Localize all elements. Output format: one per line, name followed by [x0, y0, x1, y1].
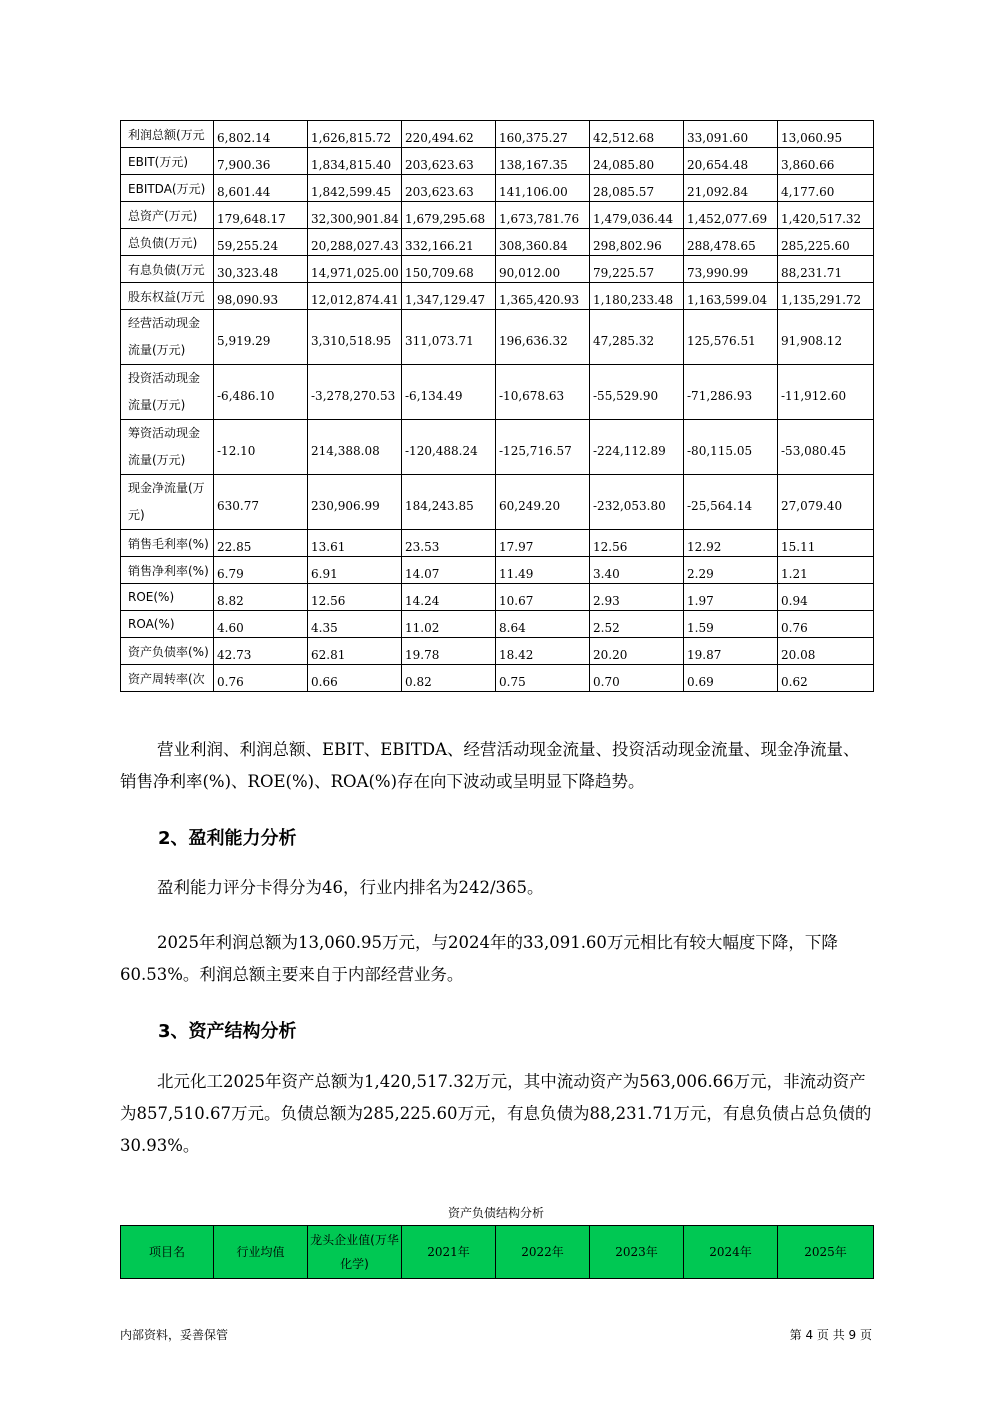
- table-row: [121, 148, 874, 175]
- value-cell: 90,012.00: [496, 256, 590, 283]
- value-cell: 1,180,233.48: [590, 283, 684, 310]
- row-label: ROE(%): [121, 584, 214, 611]
- value-cell: -53,080.45: [778, 420, 874, 475]
- value-cell: 8.64: [496, 611, 590, 638]
- value-cell: 230,906.99: [308, 475, 402, 530]
- value-cell: 62.81: [308, 638, 402, 665]
- value-cell: -232,053.80: [590, 475, 684, 530]
- value-cell: 12.92: [684, 530, 778, 557]
- row-label: 资产周转率(次: [121, 665, 214, 692]
- value-cell: 15.11: [778, 530, 874, 557]
- value-cell: 1,679,295.68: [402, 202, 496, 229]
- value-cell: 17.97: [496, 530, 590, 557]
- table-row: [121, 310, 874, 365]
- value-cell: -3,278,270.53: [308, 365, 402, 420]
- table-row: [121, 121, 874, 148]
- table-row: [121, 365, 874, 420]
- value-cell: 3,310,518.95: [308, 310, 402, 365]
- value-cell: 0.66: [308, 665, 402, 692]
- value-cell: 125,576.51: [684, 310, 778, 365]
- value-cell: 20,288,027.43: [308, 229, 402, 256]
- value-cell: 220,494.62: [402, 121, 496, 148]
- value-cell: 10.67: [496, 584, 590, 611]
- value-cell: 1,626,815.72: [308, 121, 402, 148]
- financial-indicators-table: [120, 120, 874, 692]
- value-cell: 196,636.32: [496, 310, 590, 365]
- value-cell: 0.75: [496, 665, 590, 692]
- value-cell: -6,134.49: [402, 365, 496, 420]
- value-cell: 1,842,599.45: [308, 175, 402, 202]
- value-cell: -120,488.24: [402, 420, 496, 475]
- value-cell: 14.07: [402, 557, 496, 584]
- row-label: 经营活动现金流量(万元): [121, 310, 214, 365]
- table-row: [121, 475, 874, 530]
- value-cell: -10,678.63: [496, 365, 590, 420]
- value-cell: 298,802.96: [590, 229, 684, 256]
- value-cell: 1,163,599.04: [684, 283, 778, 310]
- value-cell: 0.69: [684, 665, 778, 692]
- asset-structure-heading: 3、资产结构分析: [158, 1021, 297, 1042]
- value-cell: 332,166.21: [402, 229, 496, 256]
- value-cell: 22.85: [214, 530, 308, 557]
- value-cell: 27,079.40: [778, 475, 874, 530]
- profitability-heading: 2、盈利能力分析: [158, 828, 297, 849]
- value-cell: 214,388.08: [308, 420, 402, 475]
- value-cell: 2.93: [590, 584, 684, 611]
- value-cell: 1,479,036.44: [590, 202, 684, 229]
- value-cell: 33,091.60: [684, 121, 778, 148]
- row-label: 销售净利率(%): [121, 557, 214, 584]
- value-cell: 19.78: [402, 638, 496, 665]
- table-row: [121, 557, 874, 584]
- value-cell: 1,452,077.69: [684, 202, 778, 229]
- value-cell: 285,225.60: [778, 229, 874, 256]
- value-cell: 42.73: [214, 638, 308, 665]
- header-cell: 行业均值: [214, 1226, 308, 1279]
- value-cell: 73,990.99: [684, 256, 778, 283]
- trend-paragraph: 营业利润、利润总额、EBIT、EBITDA、经营活动现金流量、投资活动现金流量、现金净流量、销售净利率(%)、ROE(%)、ROA(%)存在向下波动或呈明显下降趋势。: [120, 740, 860, 791]
- value-cell: 1,365,420.93: [496, 283, 590, 310]
- value-cell: 12,012,874.41: [308, 283, 402, 310]
- value-cell: 0.76: [214, 665, 308, 692]
- footer-page-number: 第 4 页 共 9 页: [789, 1328, 872, 1342]
- value-cell: 630.77: [214, 475, 308, 530]
- value-cell: 13.61: [308, 530, 402, 557]
- value-cell: -11,912.60: [778, 365, 874, 420]
- value-cell: 4.35: [308, 611, 402, 638]
- balance-sheet-structure-table: [120, 1225, 874, 1279]
- value-cell: 3.40: [590, 557, 684, 584]
- row-label: 总资产(万元): [121, 202, 214, 229]
- value-cell: 88,231.71: [778, 256, 874, 283]
- value-cell: 24,085.80: [590, 148, 684, 175]
- value-cell: 8,601.44: [214, 175, 308, 202]
- value-cell: 1.21: [778, 557, 874, 584]
- table-row: [121, 584, 874, 611]
- header-cell: 项目名: [121, 1226, 214, 1279]
- header-cell: 2024年: [684, 1226, 778, 1279]
- value-cell: 138,167.35: [496, 148, 590, 175]
- value-cell: 30,323.48: [214, 256, 308, 283]
- profit-paragraph: 2025年利润总额为13,060.95万元，与2024年的33,091.60万元相比有较大幅度下降，下降60.53%。利润总额主要来自于内部经营业务。: [120, 933, 838, 984]
- value-cell: 2.29: [684, 557, 778, 584]
- value-cell: 11.49: [496, 557, 590, 584]
- value-cell: 91,908.12: [778, 310, 874, 365]
- value-cell: 1,420,517.32: [778, 202, 874, 229]
- value-cell: 20.08: [778, 638, 874, 665]
- value-cell: 32,300,901.84: [308, 202, 402, 229]
- row-label: 销售毛利率(%): [121, 530, 214, 557]
- value-cell: 14.24: [402, 584, 496, 611]
- value-cell: 160,375.27: [496, 121, 590, 148]
- score-paragraph: 盈利能力评分卡得分为46，行业内排名为242/365。: [157, 878, 544, 897]
- table-row: [121, 256, 874, 283]
- value-cell: 13,060.95: [778, 121, 874, 148]
- value-cell: 1,347,129.47: [402, 283, 496, 310]
- table-row: [121, 283, 874, 310]
- value-cell: 21,092.84: [684, 175, 778, 202]
- value-cell: 0.62: [778, 665, 874, 692]
- value-cell: 0.94: [778, 584, 874, 611]
- value-cell: 8.82: [214, 584, 308, 611]
- value-cell: -6,486.10: [214, 365, 308, 420]
- value-cell: 23.53: [402, 530, 496, 557]
- value-cell: 1,135,291.72: [778, 283, 874, 310]
- value-cell: 2.52: [590, 611, 684, 638]
- value-cell: 1.97: [684, 584, 778, 611]
- value-cell: 7,900.36: [214, 148, 308, 175]
- row-label: 现金净流量(万元): [121, 475, 214, 530]
- row-label: EBIT(万元): [121, 148, 214, 175]
- value-cell: 12.56: [308, 584, 402, 611]
- value-cell: 308,360.84: [496, 229, 590, 256]
- value-cell: 19.87: [684, 638, 778, 665]
- value-cell: 18.42: [496, 638, 590, 665]
- value-cell: 184,243.85: [402, 475, 496, 530]
- value-cell: 14,971,025.00: [308, 256, 402, 283]
- row-label: 总负债(万元): [121, 229, 214, 256]
- value-cell: 20.20: [590, 638, 684, 665]
- table-caption: 资产负债结构分析: [447, 1206, 544, 1220]
- row-label: 投资活动现金流量(万元): [121, 365, 214, 420]
- value-cell: 179,648.17: [214, 202, 308, 229]
- table-row: [121, 175, 874, 202]
- value-cell: -224,112.89: [590, 420, 684, 475]
- value-cell: 0.82: [402, 665, 496, 692]
- value-cell: 60,249.20: [496, 475, 590, 530]
- table-row: [121, 611, 874, 638]
- value-cell: 11.02: [402, 611, 496, 638]
- value-cell: 98,090.93: [214, 283, 308, 310]
- value-cell: 0.70: [590, 665, 684, 692]
- value-cell: 1.59: [684, 611, 778, 638]
- table-row: [121, 202, 874, 229]
- table-row: [121, 638, 874, 665]
- header-cell: 2025年: [778, 1226, 874, 1279]
- value-cell: -12.10: [214, 420, 308, 475]
- value-cell: 311,073.71: [402, 310, 496, 365]
- value-cell: 6.91: [308, 557, 402, 584]
- row-label: 利润总额(万元: [121, 121, 214, 148]
- value-cell: 3,860.66: [778, 148, 874, 175]
- value-cell: 47,285.32: [590, 310, 684, 365]
- value-cell: 0.76: [778, 611, 874, 638]
- row-label: ROA(%): [121, 611, 214, 638]
- row-label: 股东权益(万元: [121, 283, 214, 310]
- table-row: [121, 420, 874, 475]
- value-cell: 288,478.65: [684, 229, 778, 256]
- table-row: [121, 229, 874, 256]
- row-label: 资产负债率(%): [121, 638, 214, 665]
- table-row: [121, 665, 874, 692]
- value-cell: -125,716.57: [496, 420, 590, 475]
- header-cell: 2023年: [590, 1226, 684, 1279]
- row-label: 有息负债(万元: [121, 256, 214, 283]
- value-cell: 1,673,781.76: [496, 202, 590, 229]
- value-cell: 79,225.57: [590, 256, 684, 283]
- value-cell: 59,255.24: [214, 229, 308, 256]
- value-cell: 6,802.14: [214, 121, 308, 148]
- value-cell: 1,834,815.40: [308, 148, 402, 175]
- value-cell: -71,286.93: [684, 365, 778, 420]
- value-cell: -25,564.14: [684, 475, 778, 530]
- value-cell: 5,919.29: [214, 310, 308, 365]
- value-cell: 4.60: [214, 611, 308, 638]
- row-label: 筹资活动现金流量(万元): [121, 420, 214, 475]
- value-cell: 4,177.60: [778, 175, 874, 202]
- asset-structure-paragraph: 北元化工2025年资产总额为1,420,517.32万元，其中流动资产为563,006.66万元，非流动资产为857,510.67万元。负债总额为285,225.60万元，有息负债为88,231.71万元，有息负债占总负债的30.93%。: [120, 1072, 872, 1155]
- row-label: EBITDA(万元): [121, 175, 214, 202]
- footer-confidential: 内部资料，妥善保管: [120, 1328, 229, 1342]
- value-cell: -80,115.05: [684, 420, 778, 475]
- header-cell: 龙头企业值(万华化学): [308, 1226, 402, 1279]
- value-cell: 150,709.68: [402, 256, 496, 283]
- value-cell: 6.79: [214, 557, 308, 584]
- header-cell: 2021年: [402, 1226, 496, 1279]
- value-cell: 42,512.68: [590, 121, 684, 148]
- value-cell: 28,085.57: [590, 175, 684, 202]
- header-cell: 2022年: [496, 1226, 590, 1279]
- value-cell: -55,529.90: [590, 365, 684, 420]
- value-cell: 141,106.00: [496, 175, 590, 202]
- value-cell: 203,623.63: [402, 148, 496, 175]
- value-cell: 12.56: [590, 530, 684, 557]
- value-cell: 20,654.48: [684, 148, 778, 175]
- table-header-row: [121, 1226, 874, 1279]
- table-row: [121, 530, 874, 557]
- value-cell: 203,623.63: [402, 175, 496, 202]
